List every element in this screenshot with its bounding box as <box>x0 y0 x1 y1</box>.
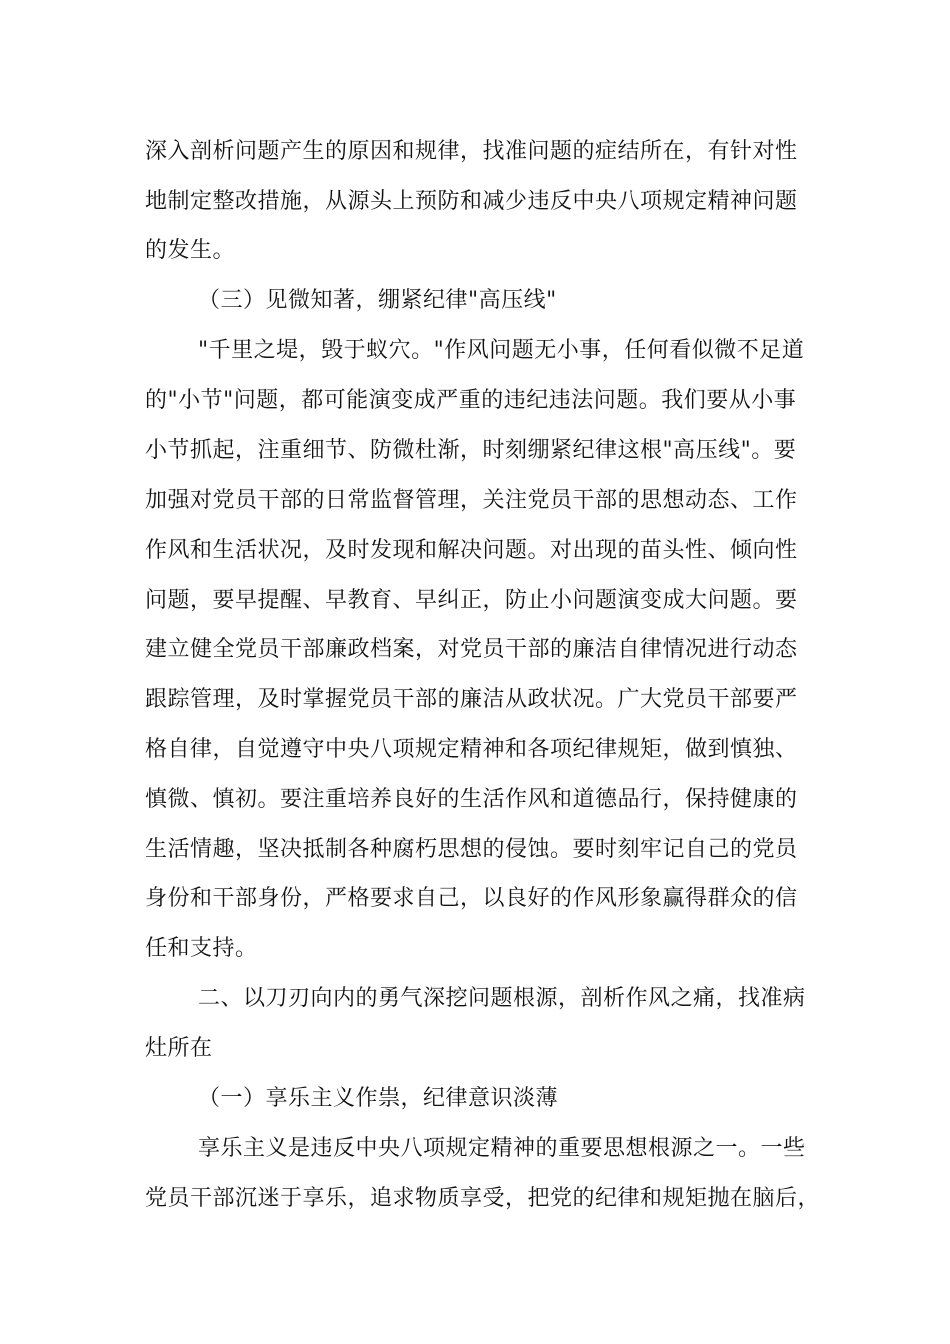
paragraph-line: 跟踪管理，及时掌握党员干部的廉洁从政状况。广大党员干部要严 <box>145 687 798 712</box>
paragraph-line: 党员干部沉迷于享乐，追求物质享受，把党的纪律和规矩抛在脑后， <box>145 1186 821 1211</box>
paragraph-line: 身份和干部身份，严格要求自己，以良好的作风形象赢得群众的信 <box>145 886 798 911</box>
paragraph-line: 加强对党员干部的日常监督管理，关注党员干部的思想动态、工作 <box>145 488 798 513</box>
paragraph-line: "千里之堤，毁于蚁穴。"作风问题无小事，任何看似微不足道 <box>198 338 805 363</box>
chapter-heading-continued: 灶所在 <box>145 1036 213 1061</box>
paragraph-line: 建立健全党员干部廉政档案，对党员干部的廉洁自律情况进行动态 <box>145 637 798 662</box>
paragraph-line: 格自律，自觉遵守中央八项规定精神和各项纪律规矩，做到慎独、 <box>145 737 798 762</box>
paragraph-line: 作风和生活状况，及时发现和解决问题。对出现的苗头性、倾向性 <box>145 538 798 563</box>
paragraph-line: 享乐主义是违反中央八项规定精神的重要思想根源之一。一些 <box>198 1136 806 1161</box>
paragraph-line: 问题，要早提醒、早教育、早纠正，防止小问题演变成大问题。要 <box>145 588 798 613</box>
paragraph-line: 深入剖析问题产生的原因和规律，找准问题的症结所在，有针对性 <box>145 139 798 164</box>
paragraph-line: 小节抓起，注重细节、防微杜渐，时刻绷紧纪律这根"高压线"。要 <box>145 438 797 463</box>
paragraph-line: 地制定整改措施，从源头上预防和减少违反中央八项规定精神问题 <box>145 189 798 214</box>
paragraph-line: 的发生。 <box>145 238 236 263</box>
section-heading: （一）享乐主义作祟，纪律意识淡薄 <box>198 1086 559 1111</box>
paragraph-line: 的"小节"问题，都可能演变成严重的违纪违法问题。我们要从小事 <box>145 388 797 413</box>
chapter-heading: 二、以刀刃向内的勇气深挖问题根源，剖析作风之痛，找准病 <box>198 986 806 1011</box>
paragraph-line: 慎微、慎初。要注重培养良好的生活作风和道德品行，保持健康的 <box>145 787 798 812</box>
paragraph-line: 生活情趣，坚决抵制各种腐朽思想的侵蚀。要时刻牢记自己的党员 <box>145 837 798 862</box>
section-heading: （三）见微知著，绷紧纪律"高压线" <box>198 288 557 313</box>
paragraph-line: 任和支持。 <box>145 936 258 961</box>
